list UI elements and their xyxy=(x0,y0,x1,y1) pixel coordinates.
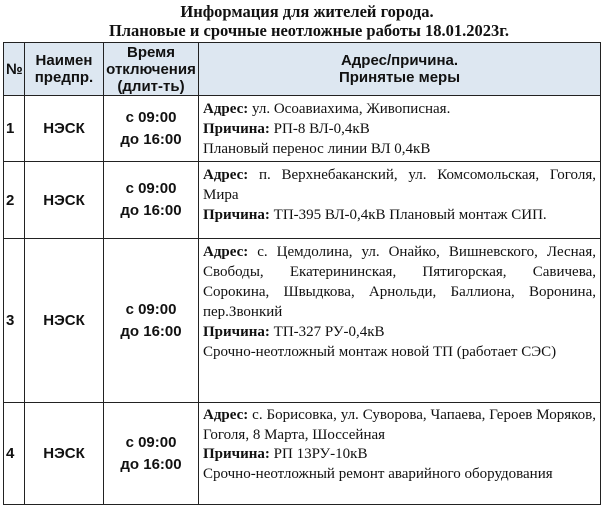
row-num: 2 xyxy=(4,162,25,239)
row-time: с 09:00 до 16:00 xyxy=(104,96,199,162)
header-address: Адрес/причина. Принятые меры xyxy=(199,43,601,96)
table-row xyxy=(4,96,601,162)
header-org: Наимен предпр. xyxy=(25,43,104,96)
row-org: НЭСК xyxy=(25,239,104,403)
header-time: Время отключения (длит-ть) xyxy=(104,43,199,96)
row-details: Адрес: п. Верхнебаканский, ул. Комсомольская, Гоголя, Мира Причина: ТП-395 ВЛ-0,4кВ Плановый монтаж СИП. xyxy=(199,162,601,239)
title-line-1: Информация для жителей города. xyxy=(180,2,434,21)
page-title xyxy=(0,2,604,40)
row-measures: Срочно-неотложный ремонт аварийного оборудования xyxy=(203,465,553,482)
row-measures: Плановый перенос линии ВЛ 0,4кВ xyxy=(203,141,431,157)
row-num: 1 xyxy=(4,96,25,162)
table-header-row xyxy=(4,43,601,96)
outage-table xyxy=(3,42,601,505)
row-org: НЭСК xyxy=(25,403,104,505)
table-row xyxy=(4,239,601,403)
row-num: 3 xyxy=(4,239,25,403)
row-org: НЭСК xyxy=(25,162,104,239)
row-measures: Срочно-неотложный монтаж новой ТП (работает СЭС) xyxy=(203,344,557,360)
row-time: с 09:00 до 16:00 xyxy=(104,162,199,239)
table-row xyxy=(4,162,601,239)
table-row xyxy=(4,403,601,505)
row-time: с 09:00 до 16:00 xyxy=(104,239,199,403)
title-line-2: Плановые и срочные неотложные работы 18.01.2023г. xyxy=(108,21,510,40)
header-num: № xyxy=(4,43,25,96)
row-org: НЭСК xyxy=(25,96,104,162)
row-time: с 09:00 до 16:00 xyxy=(104,403,199,505)
row-details: Адрес: ул. Осоавиахима, Живописная. Причина: РП-8 ВЛ-0,4кВ Плановый перенос линии ВЛ 0,4кВ xyxy=(199,96,601,162)
row-details: Адрес: с. Борисовка, ул. Суворова, Чапаева, Героев Моряков, Гоголя, 8 Марта, Шоссейная Причина: РП 13РУ-10кВ Срочно-неотложный ремонт аварийного оборудования xyxy=(199,403,601,505)
row-num: 4 xyxy=(4,403,25,505)
row-details: Адрес: с. Цемдолина, ул. Онайко, Вишневского, Лесная, Свободы, Екатерининская, Пятигорская, Савичева, Сорокина, Швыдкова, Арнольди, Баллиона, Воронина, пер.Звонкий Причина: ТП-327 РУ-0,4кВ Срочно-неотложный монтаж новой ТП (работает СЭС) xyxy=(199,239,601,403)
